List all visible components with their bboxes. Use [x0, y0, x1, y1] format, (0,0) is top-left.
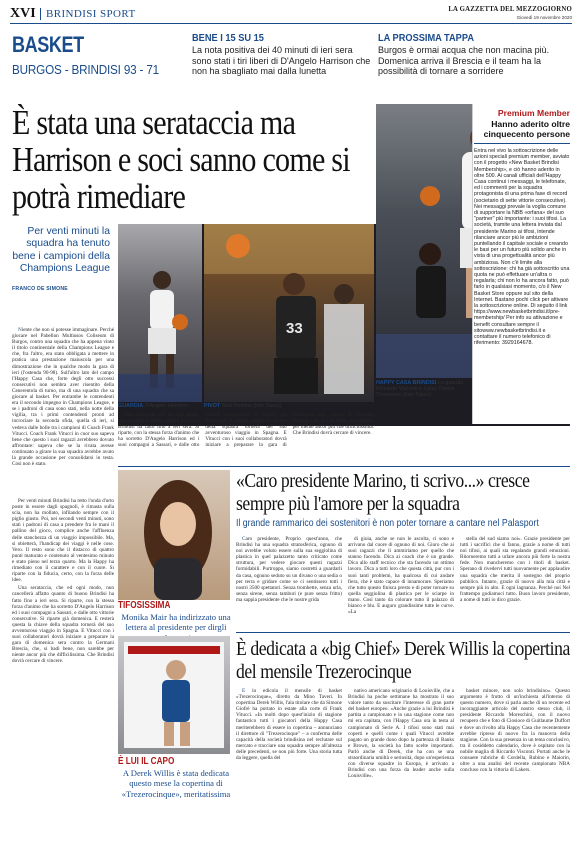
article-body-column	[348, 536, 454, 628]
article-body-column	[460, 536, 570, 628]
caption-harrison	[118, 403, 202, 409]
caption-tag: GUARDIA	[118, 403, 144, 409]
premium-member-box	[474, 108, 570, 424]
photo-harrison	[118, 224, 202, 402]
caption-perkins	[204, 403, 374, 409]
teaser-next-game	[378, 32, 570, 77]
masthead	[10, 6, 572, 24]
article-paragraph: nativo americano originario di Louisville, che a Brindisi ha poche settimane ha mostrato il suo valore tanto da suscitare l'interesse di gran parte del basket europeo. «Anche grazie a lui Brindisi è partita a campionato e in una stagione come non mi era capitata, con l'Happy Casa ora in testa al campionato di Serie A. I tifosi sono stati mai coperti e quelli come i quali Vitucci avrebbe pagato un grande dono dopo la partenza di Banks e Brown, la società ha fatto scelte importanti. Parlò anche di Derek, che ha con se una straordinaria umiltà e seriosità, dopo un'esperienza con diverse squadre in Europa, è arrivato a Brindisi con una forza da leader anche sulla Louisville».	[348, 688, 454, 780]
article-paragraph: Per venti minuti Brindisi ha retto l'onda d'urto poste in essere dagli spagnoli, è rimasta sulla scia, non ha mollato, infilando sempre con il piglio giusto. Poi, nei secondi venti minuti, sono stati i padroni di casa a prendere fra le mani il pallino del gioco, complice anche l'affluenza delle stanchezza di un viaggio impossibile. Ma, si obietterà, l'handicap dei viaggi è nelle cose. Vero. Il resto sono che il distacco di quattro punti maturato e contenuto al ventesimo minuto e stato pieno nel terzo quarto. Ma la Happy ha rimediato con il carattere e con il cuore. Si riparte con la fiducia, certo, con la forza delle idee.	[12, 498, 114, 584]
photo-credit: (foto Tasco)	[253, 403, 282, 409]
page-number: XVI	[10, 6, 36, 21]
section-divider	[118, 466, 570, 467]
sidebar-body: Entra nel vivo la sottoscrizione delle azioni speciali premium member, avviato con il progetto «New Basket Brindisi Membership», e ciò hanno aderito in oltre 500. Ai canali ufficiali dell'Happy Casa continui i messaggi, le telefonate, ed i commenti per la squadra protagonista di una prima fase di record (societario di sette vittorie consecutive). Nei messaggi prevale la voglia comune di supportare la NBB «orfana» del suo "partner" più importante: i suoi tifosi. La società, tramite una lettera inviata dal presidente Marino ai tifosi, intende rilanciare ancor più le ambizioni puntellando il capitale sociale e creando le basi per un futuro più solido anche in vista di una progettualità ancor più ambiziosa. Non c'è limite alla sottoscrizione: chi ha già sottoscritto una quota ne può effettuare un'altra o regalarla; chi non lo ha ancora fatto, può farlo in qualsiasi momento, c/o il New Basket Store oppure sul sito della Internet. Bastano pochi click per attivare la sottoscrizione online. Di seguito il link https://www.newbasketbrindisi.it/pre-membership/ Per info su attivazione e benefit consultare sempre il sitowww.newbasketbrindisi.it e contattare il numero telefonico di riferimento: 3929164678.	[474, 148, 570, 347]
photo-derek-willis	[118, 636, 230, 754]
article-paragraph: stella del sud siamo noi». Grazie presidente per tutti i sacrifici che si fanno, grazie a nome di tutti noi tifosi, ai quali sta regalando grandi emozioni. Ritorneremo tutti a urlare ancora più forte la nostra fede. Non mancheremo con i titoli di basket. Sperano di rivedervi tutti nuovamente per applaudire una squadra che merita il sostegno del proprio pubblico. Intanto, grazie di nuovo alla mia città e sempre più in alto. E ogni lagnanza. Perché noi Nel frattempo godiamoci tutto. Buon lavoro presidente, a nome di tutti io dico grazie.	[460, 536, 570, 603]
photo-tag: È LUI IL CAPO	[118, 756, 175, 767]
caption-visconti	[376, 380, 472, 398]
newspaper-name: LA GAZZETTA DEL MEZZOGIORNO	[448, 6, 572, 13]
photo-caption: Monika Mair ha indirizzato una lettera al presidente per dirgli	[121, 612, 231, 633]
kicker: Per venti minuti la squadra ha tenuto bene i campioni della Champions League	[12, 226, 110, 275]
article-paragraph: Caro presidente, Proprio quest'anno, che Brindisi ha una squadra stratosferica, ognuno di noi avrebbe voluto essere sulla sua seggiolina di plastica in quel palazzetto tanto criticato come struttura, per vedere giocare questi ragazzi formidabili. Purtroppo, siamo costretti a guardarli da casa, ognuno seduto su un divano o una sedia o per terra e gridare come se ci sentissero tutti i nostri 3500 spettatori. Senza trombette, senza urla, senza sirene, senza tamburi (e pure senza fritto) ma sappia presidente che le nostre grida	[236, 536, 342, 603]
left-column	[12, 226, 114, 292]
teaser-free-throws	[192, 32, 372, 77]
photo-caption: A Derek Willis è stata dedicata questo mese la copertina di «Trezerocinque», meritatissima	[121, 768, 231, 799]
story-headline: È dedicata a «big Chief» Derek Willis la copertina del mensile Trezerocinque	[236, 638, 570, 683]
caption-text: Nick Perkins	[221, 403, 252, 409]
teaser-heading: LA PROSSIMA TAPPA	[378, 32, 475, 44]
sport-label: BASKET	[12, 32, 84, 57]
section-name: BRINDISI SPORT	[46, 8, 136, 20]
caption-tag: PIVOT	[204, 403, 221, 409]
cover-illustration	[118, 636, 230, 754]
article-body-column	[236, 688, 342, 834]
caption-text: La guardia Riccardo Visconti e il play Darius Thompson	[376, 380, 464, 398]
sidebar-divider	[474, 143, 570, 144]
photo-tag: TIFOSISSIMA	[118, 600, 171, 611]
caption-tag: HAPPY CASA BRINDISI	[376, 380, 437, 386]
article-paragraph: È in edicola il mensile di basket «Trezerocinque», diretto da Mino Taveri. In copertina Derek Willis, l'ala titolare che da Simone Giofrè ha portato in estate alla corte di Frank Vitucci. «In molti dopo quest'inizio di stagione fantastico tutti i giocatori della Happy Casa meriterebbero di essere in copertina – annunciano il direttore di "Trezerocinque" – a conferma delle capacità della società brindisina nel reclutare sul mercato e tracciare una squadra sempre all'altezza delle precedenti, se non più forte. Una storia tutta da leggere, quella del	[236, 688, 342, 762]
jersey-number: 33	[286, 320, 303, 337]
player-illustration	[204, 224, 374, 402]
article-body-column	[460, 688, 570, 834]
main-headline-overlay: È stata una serataccia ma Harrison e soci sanno come si potrà rimediare	[12, 103, 350, 216]
story-subheadline: Il grande rammarico dei sostenitori è non poter tornare a cantare nel Palasport	[236, 518, 539, 529]
teaser-heading: BENE I 15 SU 15	[192, 32, 264, 44]
masthead-divider	[40, 8, 41, 20]
article-paragraph: Niente che non si potesse immaginare. Perché giocare nel Pabellon Multiusos Coliseum di Burgos, contro una squadra che ha appena vinto il titolo continentale della Champions League e che, fra l'altro, era stato obbligata a mettere in pratica una prestazione maiuscola per una dimostrazione che in qualche modo la gara di ieri (l'ostenda 90-98). Sull'altro lato del campo l'Happy Casa che, forte degli otto successi consecutivi non sembra aver risentito della Cenerentola di turno, ma di una squadra che sa giocare al basket. Per entrambe le contendenti era il secondo impegno in Champions League, e se i padroni di casa sono stati, nella notte della vigilia, tra i primi contendenti pronti ad incrociare la seconda sfida, quella di ieri, si vedeva dalle bolle tra i campioni di Coach Frank Vitucci. Coach Frank Vitucci in cuor suo sapeva bene che questo i suoi ragazzi avrebbero dovuto affrontare: sapeva che se la rivata avesse continuato a girare la sua squadra avrebbe avuto la grande occasione per consolidarsi in testa. Così non è stato.	[12, 327, 114, 468]
portrait-illustration	[118, 470, 230, 600]
article-body-column	[118, 412, 374, 464]
match-result: BURGOS - BRINDISI 93 - 71	[12, 62, 159, 77]
player-illustration	[118, 224, 202, 402]
article-paragraph: di gioia, anche se non le ascolta, ci sono e arrivano dal cuore di ognuno di noi. Giuro che ai suoi ragazzi che li ammiriamo per quello che stanno facendo. Dica ai coach che è un grande. Dica allo staff tecnico che sta facendo un ottimo lavoro. Dica a tutti loro che questa città, pur con i suoi tanti problemi, ha qualcosa di cui andare fiera, che è stato capace di innamorare. Speriamo che tutto questo finisca presto e di poter tornare su quella seggiolina di plastica per le sciarpe in mano. Così tanto da colorare tutto il palazzo di bianco e blu. E auguro grandissime tutte le curve. «La	[348, 536, 454, 616]
photo-credit: (foto Tasco)	[402, 392, 432, 398]
section-divider	[236, 632, 570, 633]
article-body-column	[12, 327, 114, 495]
sidebar-title: Premium Member	[497, 108, 570, 118]
byline: FRANCO DE SIMONE	[12, 285, 68, 292]
teaser-body: La nota positiva dei 40 minuti di ieri sera sono stati i tiri liberi di D'Angelo Harrison che non ha sbagliato mai dalla lunetta	[192, 45, 371, 77]
article-paragraph: Una serataccia, che ed ogni modo, non cancellerà affatto quanto di buono Brindisi ha fatto fino a ieri sera. Si riparte, con la stessa forza d'animo che ha sorretto D'Angelo Harrison ed i suoi compagni a Sassari, e dalle otto vittorie consecutive. Si riparte già domenica. E resterà questa la chiave della squadra tornerà del suo avventuroso viaggio in Spagna. E Vitucci con i suoi collaboratori dovrà iniziare a preparare la gara di domenica sera contro la Germani Brescia, che, si badi bene, non sarebbe per niente ancor più che difficilissima. Che Brindisi dovrà cercare di vincere.	[12, 585, 114, 665]
sidebar-subtitle: Hanno aderito oltre cinquecento persone	[483, 119, 570, 139]
teaser-body: Burgos è ormai acqua che non macina più. Domenica arriva il Brescia e il team ha la possibilità di tornare a sorridere	[378, 45, 550, 77]
article-paragraph: Una serataccia, che ed ogni modo, non cancellerà affatto quanto di buono Brindisi ha fatto fino a ieri sera. Si riparte, con la stessa forza d'animo che ha sorretto D'Angelo Harrison ed i suoi compagni a Sassari, e dalle otto vittorie consecutive. Si riparte già domenica. E resterà questa la chiave della squadra tornerà del suo avventuroso viaggio in Spagna. E Vitucci con i suoi collaboratori dovrà iniziare a preparare la gara di domenica sera contro la Germani Brescia, che, si badi bene, non sarebbe per niente ancor più che difficilissima. Che Brindisi dovrà cercare di vincere.	[118, 412, 374, 449]
article-body-column	[348, 688, 454, 834]
article-body-column	[12, 498, 114, 828]
issue-date: Giovedì 19 novembre 2020	[516, 15, 572, 20]
photo-monika-mair	[118, 470, 230, 600]
photo-perkins	[204, 224, 374, 402]
caption-text: D'Angelo Harrison	[144, 403, 189, 409]
article-paragraph: basket minore, non solo brindisino». Questo argomento è frutto di un'inchiesta all'interno di questo numero, dove si parla anche di un recente ed incoraggiante articolo del nostro stesso club, il presidente Riccardo Moreschini, con il nuovo recupero che e foto di Ciosioce di Guitlaume Duffort e dove un rivolto alla Happy Casa che recentemente avrebbe ripreso di nuovo fra la manovra della stagione. Con la sua presenza in un tema conclusivo, tra il cosiddetto calendario, dove è ospitato con la nobile maglia di Riccardo Visconti. Portati anche le consuete rubriche di Cordella, Rubino e Maiorin, oltre a una analisi del recente campionato NBA concluso con la vittoria di Lakers.	[460, 688, 570, 774]
article-body-column	[236, 536, 342, 628]
story-headline: «Caro presidente Marino, ti scrivo...» cresce sempre più l'amore per la squadra	[236, 470, 530, 515]
